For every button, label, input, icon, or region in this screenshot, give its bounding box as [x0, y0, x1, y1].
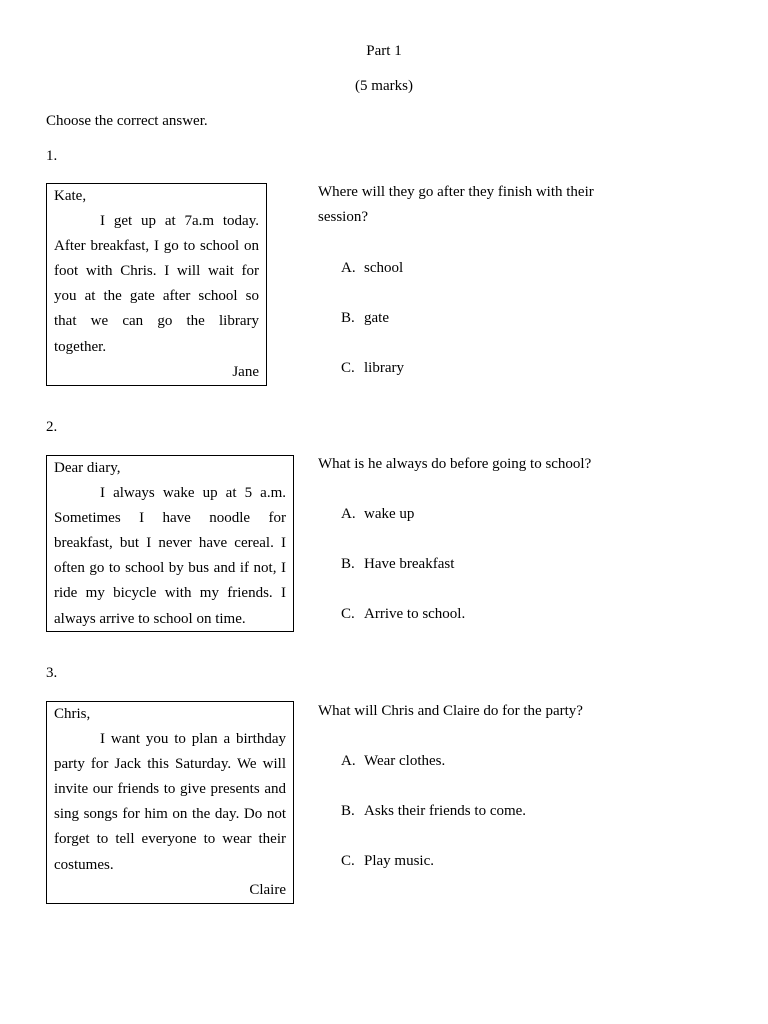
letter-signature: Jane [232, 363, 259, 380]
option-key: B. [341, 556, 355, 572]
question-number-2: 2. [46, 419, 58, 435]
letter-salutation: Kate, [54, 188, 87, 204]
instruction: Choose the correct answer. [46, 113, 208, 129]
question-prompt-1: Where will they go after they finish with their session? [318, 184, 594, 226]
option-text: gate [364, 310, 389, 326]
option-key: B. [341, 803, 355, 819]
option-1b[interactable] [341, 308, 389, 328]
option-key: A. [341, 506, 356, 522]
option-3c[interactable] [341, 851, 434, 871]
letter-salutation: Dear diary, [54, 460, 121, 476]
option-text: school [364, 260, 404, 276]
letter-body: I want you to plan a birthday party for Jack this Saturday. We will invite our friends to give presents and sing songs for him on the day. Do not forget to tell everyone to wear their costumes. [54, 731, 286, 873]
option-text: wake up [364, 506, 415, 522]
question-prompt-3: What will Chris and Claire do for the party? [318, 703, 583, 719]
option-3a[interactable] [341, 751, 445, 771]
letter-box-2 [46, 455, 294, 632]
option-2c[interactable] [341, 604, 465, 624]
option-key: C. [341, 853, 355, 869]
option-text: Wear clothes. [364, 753, 446, 769]
option-key: A. [341, 260, 356, 276]
option-3b[interactable] [341, 801, 526, 821]
option-1a[interactable] [341, 258, 403, 278]
option-text: Arrive to school. [364, 606, 466, 622]
option-text: library [364, 360, 404, 376]
option-key: A. [341, 753, 356, 769]
option-2b[interactable] [341, 554, 454, 574]
letter-signature: Claire [249, 881, 286, 898]
letter-box-3 [46, 701, 294, 904]
letter-box-1 [46, 183, 267, 386]
option-1c[interactable] [341, 358, 404, 378]
question-prompt-2: What is he always do before going to school? [318, 456, 592, 472]
question-number-3: 3. [46, 665, 58, 681]
question-number-1: 1. [46, 148, 58, 164]
letter-body: I get up at 7a.m today. After breakfast, I go to school on foot with Chris. I will wait for you at the gate after school so that we can go the library together. [54, 213, 259, 355]
option-key: C. [341, 360, 355, 376]
part-title: Part 1 [366, 43, 402, 59]
option-key: C. [341, 606, 355, 622]
option-text: Asks their friends to come. [364, 803, 527, 819]
letter-body: I always wake up at 5 a.m. Sometimes I have noodle for breakfast, but I never have cereal. I often go to school by bus and if not, I ride my bicycle with my friends. I always arrive to school on time. [54, 485, 286, 627]
option-key: B. [341, 310, 355, 326]
marks-label: (5 marks) [355, 78, 413, 94]
letter-salutation: Chris, [54, 706, 91, 722]
option-text: Play music. [364, 853, 434, 869]
option-2a[interactable] [341, 504, 414, 524]
option-text: Have breakfast [364, 556, 455, 572]
